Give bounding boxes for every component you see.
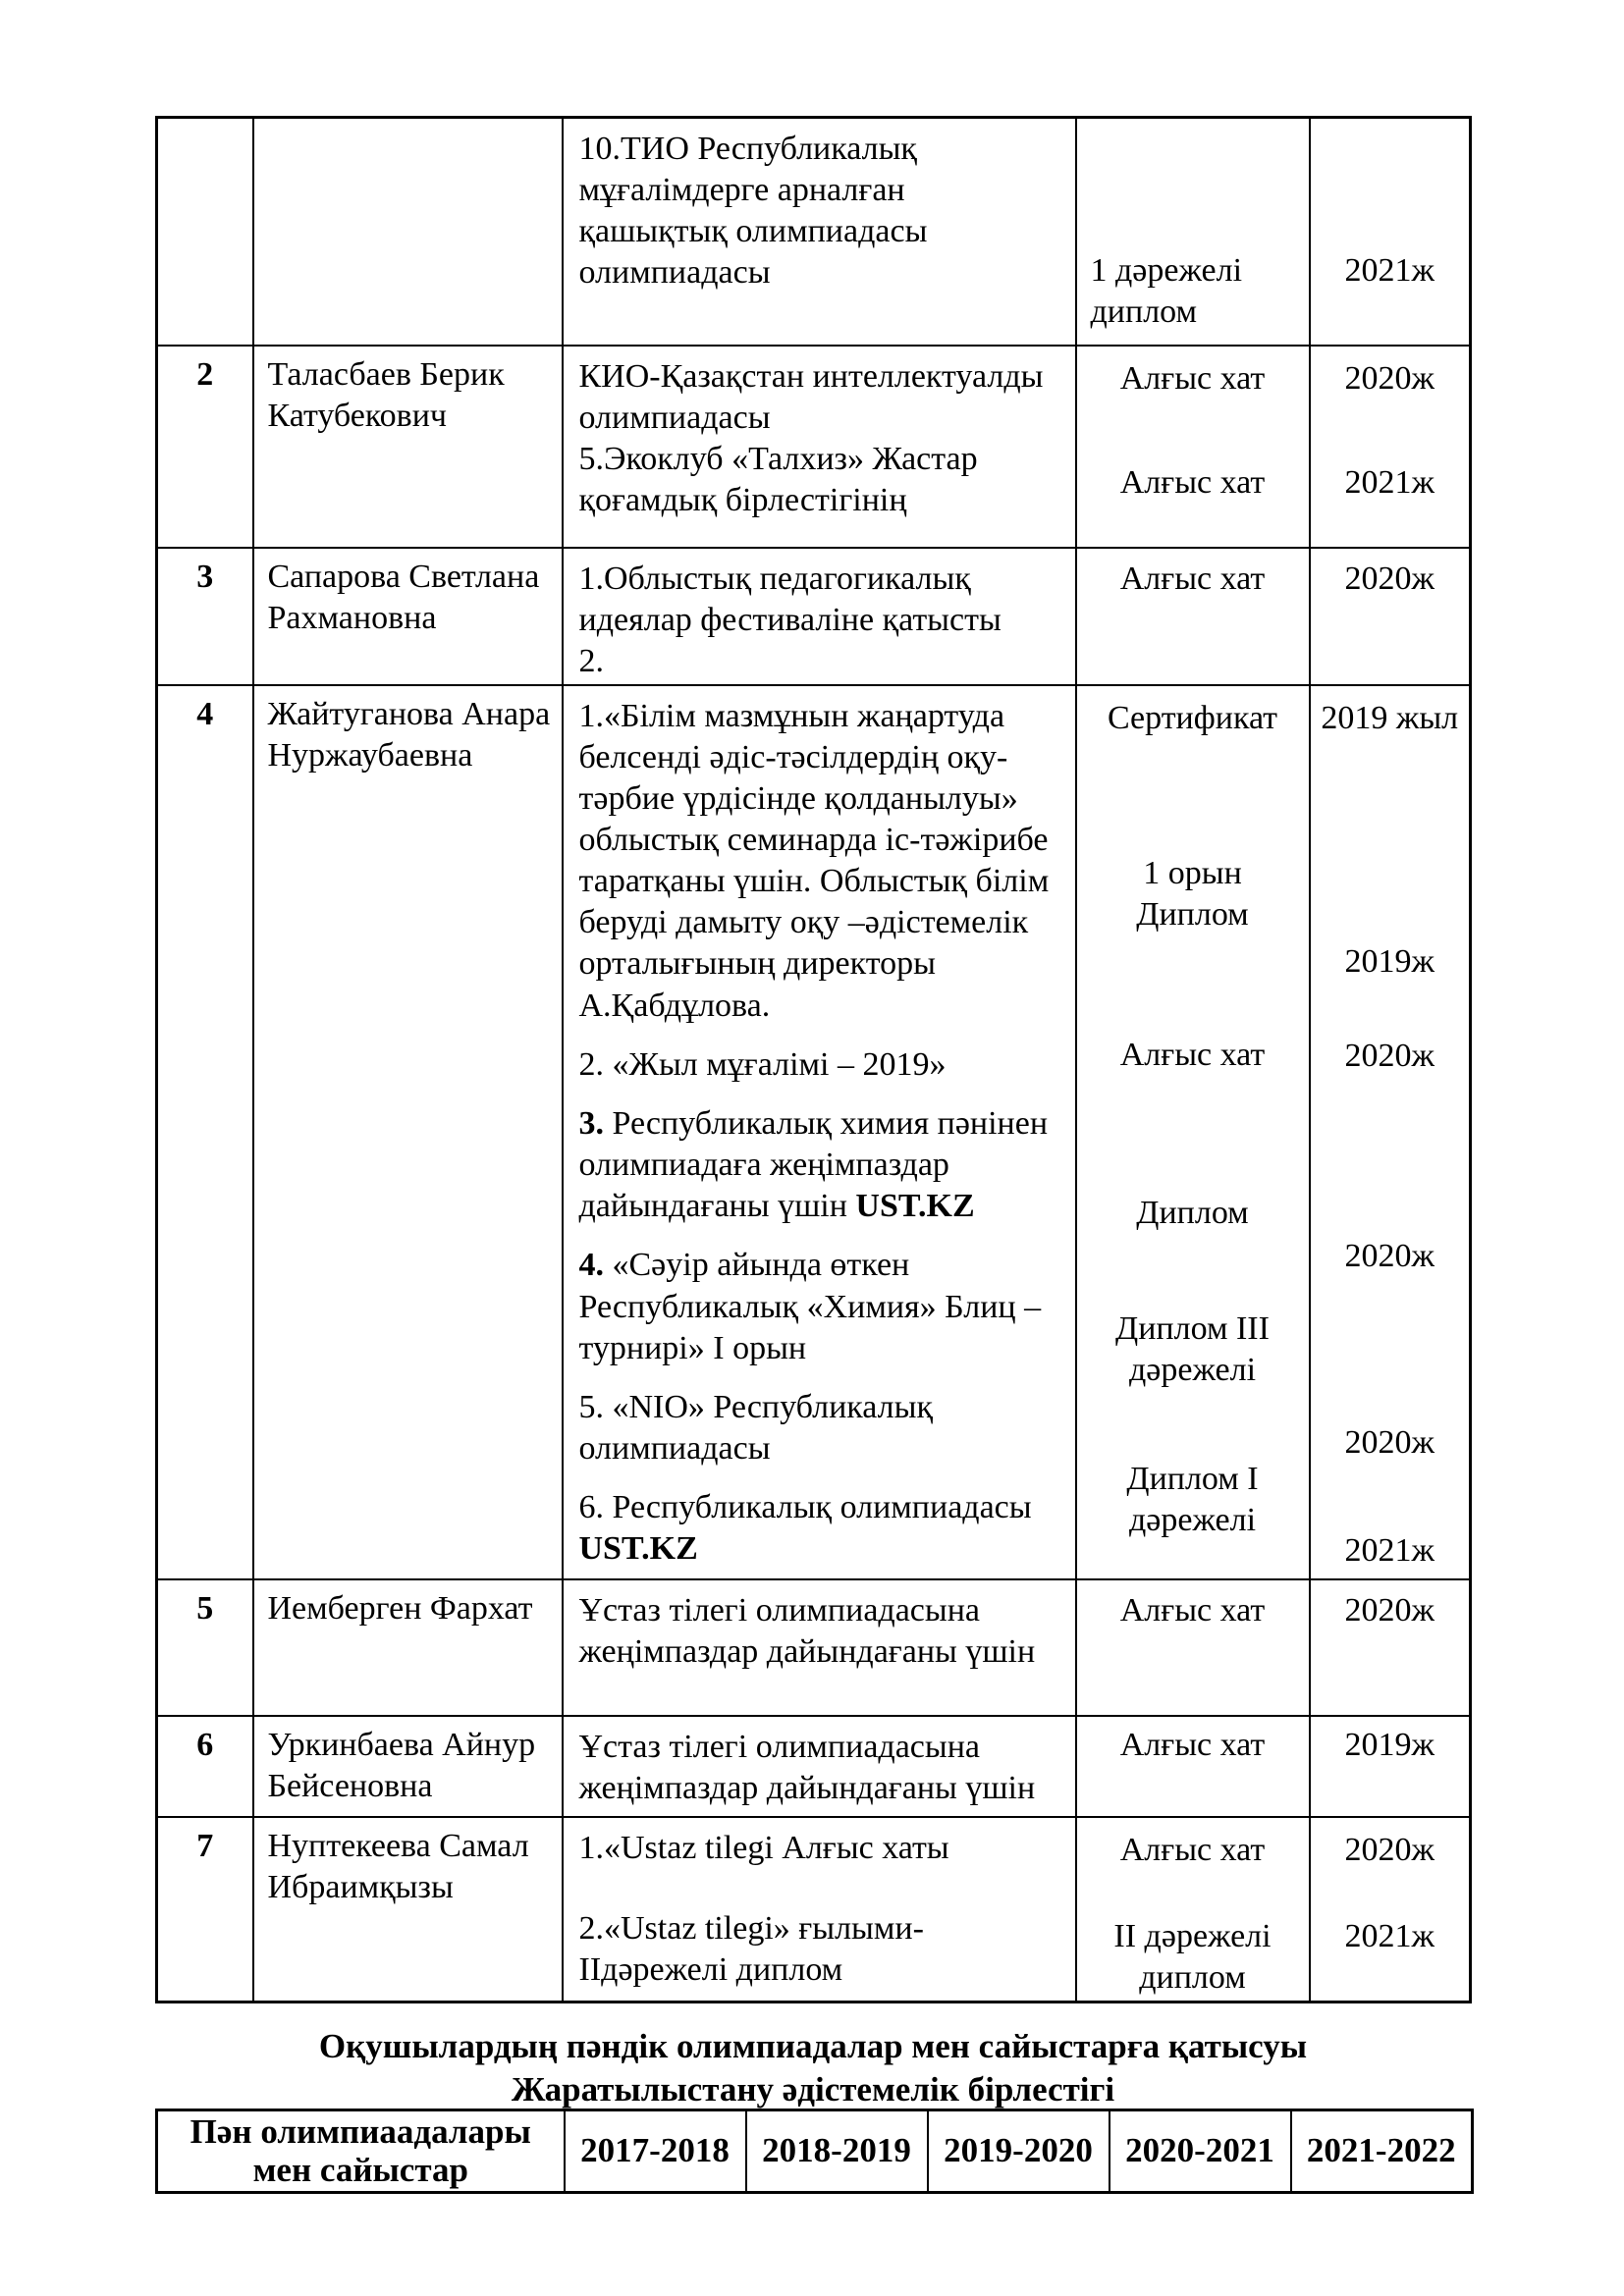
description-text: 1.«Білім мазмұнын жаңартуда белсенді әдіс-тәсілдердің оқу-тәрбие үрдісінде қолданылуы» облыстық семинарда іс-тәжірибе таратқаны үшін. Облыстық білім беруді дамыту оқу –әдістемелік орталығының директоры А.Қабдұлова. bbox=[578, 697, 1050, 1024]
description-item bbox=[579, 129, 1050, 294]
teacher-achievements-table bbox=[155, 116, 1472, 2003]
table-row bbox=[157, 1817, 1471, 2002]
description-text: 2. bbox=[578, 642, 604, 679]
award-entry: Алғыс хат bbox=[1119, 1726, 1266, 1763]
year-cell bbox=[1310, 1817, 1471, 2002]
year-cell bbox=[1310, 685, 1471, 1579]
achievement-description-cell bbox=[563, 346, 1076, 548]
award-entry: Алғыс хат bbox=[1119, 1831, 1266, 1868]
year-cell bbox=[1310, 548, 1471, 685]
table-row bbox=[157, 1716, 1471, 1817]
olympiad-school-years-table bbox=[155, 2109, 1474, 2194]
award-entry: Алғыс хат bbox=[1119, 359, 1266, 397]
row-number-cell: 3 bbox=[157, 548, 253, 685]
description-text: Ұстаз тілегі олимпиадасына жеңімпаздар дайындағаны үшін bbox=[578, 1591, 1036, 1670]
row-number-cell: 5 bbox=[157, 1579, 253, 1716]
bottom-header-schoolyear-cell: 2020-2021 bbox=[1110, 2110, 1291, 2193]
award-entry: Диплом III дәрежелі bbox=[1115, 1309, 1270, 1388]
teacher-name-cell: Уркинбаева Айнур Бейсеновна bbox=[253, 1716, 563, 1817]
teacher-name-cell: Иемберген Фархат bbox=[253, 1579, 563, 1716]
description-item bbox=[579, 1727, 1050, 1809]
year-entry: 2021ж bbox=[1344, 1531, 1435, 1569]
award-entry: Сертификат bbox=[1107, 699, 1278, 736]
award-entry: Алғыс хат bbox=[1119, 1591, 1266, 1629]
award-entry: II дәрежелі диплом bbox=[1113, 1917, 1272, 1996]
achievement-description-cell bbox=[563, 1817, 1076, 2002]
description-item bbox=[579, 1044, 1050, 1086]
description-text: «Сәуір айында өткен Республикалық «Химия» Блиц – турнирі» I орын bbox=[578, 1247, 1042, 1366]
description-item bbox=[579, 641, 1050, 682]
bottom-header-schoolyear-cell: 2018-2019 bbox=[746, 2110, 928, 2193]
award-cell bbox=[1076, 1716, 1310, 1817]
description-item bbox=[579, 1245, 1050, 1368]
year-entry: 2019 жыл bbox=[1321, 699, 1459, 736]
description-text: 2.«Ustaz tilegi» ғылыми-IIдәрежелі диплом bbox=[578, 1909, 924, 1988]
achievement-description-cell bbox=[563, 118, 1076, 346]
table-row bbox=[157, 1579, 1471, 1716]
achievement-description-cell bbox=[563, 1579, 1076, 1716]
teacher-name-cell: Жайтуганова Анара Нуржаубаевна bbox=[253, 685, 563, 1579]
achievement-description-cell bbox=[563, 1716, 1076, 1817]
award-cell bbox=[1076, 118, 1310, 346]
description-text: Республикалық химия пәнінен олимпиадаға жеңімпаздар дайындағаны үшін bbox=[578, 1104, 1049, 1225]
description-text: Ұстаз тілегі олимпиадасына жеңімпаздар дайындағаны үшін bbox=[578, 1728, 1036, 1806]
table-row bbox=[157, 548, 1471, 685]
description-item bbox=[579, 1387, 1050, 1469]
year-entry: 2020ж bbox=[1344, 560, 1435, 597]
table-row bbox=[157, 118, 1471, 346]
bottom-header-subject-cell: Пән олимпиаадалары мен сайыстар bbox=[157, 2110, 565, 2193]
description-item bbox=[579, 1103, 1050, 1227]
description-text: 2. «Жыл мұғалімі – 2019» bbox=[578, 1045, 947, 1083]
description-item bbox=[579, 356, 1050, 439]
table-row bbox=[157, 685, 1471, 1579]
description-bold-text: 4. bbox=[578, 1247, 604, 1284]
teacher-name-cell: Нуптекеева Самал Ибраимқызы bbox=[253, 1817, 563, 2002]
award-cell bbox=[1076, 1817, 1310, 2002]
description-item bbox=[579, 559, 1050, 641]
teacher-name-cell: Сапарова Светлана Рахмановна bbox=[253, 548, 563, 685]
teacher-name-cell: Таласбаев Берик Катубекович bbox=[253, 346, 563, 548]
year-entry: 2020ж bbox=[1344, 1237, 1435, 1274]
teacher-name-cell bbox=[253, 118, 563, 346]
year-entry: 2019ж bbox=[1344, 1726, 1435, 1763]
description-item bbox=[579, 696, 1050, 1027]
year-entry: 2019ж bbox=[1344, 942, 1435, 980]
description-item bbox=[579, 439, 1050, 521]
bottom-header-schoolyear-cell: 2021-2022 bbox=[1291, 2110, 1473, 2193]
section-heading-student-olympiads: Оқушылардың пәндік олимпиадалар мен сайыстарға қатысуы bbox=[318, 2027, 1308, 2065]
year-cell bbox=[1310, 1716, 1471, 1817]
description-text: 6. Республикалық олимпиадасы bbox=[578, 1489, 1032, 1526]
row-number-cell: 6 bbox=[157, 1716, 253, 1817]
description-text: 1.«Ustaz tilegi Алғыс хаты bbox=[578, 1829, 949, 1866]
row-number-cell: 4 bbox=[157, 685, 253, 1579]
description-bold-text: UST.KZ bbox=[855, 1188, 975, 1225]
award-entry: Диплом I дәрежелі bbox=[1126, 1460, 1259, 1538]
award-entry: Диплом bbox=[1136, 1194, 1249, 1231]
row-number-cell bbox=[157, 118, 253, 346]
description-item bbox=[579, 1828, 1050, 1869]
description-text: 1.Облыстық педагогикалық идеялар фестиваліне қатысты bbox=[578, 560, 1001, 638]
award-cell bbox=[1076, 346, 1310, 548]
description-text: КИО-Қазақстан интеллектуалды олимпиадасы bbox=[578, 357, 1044, 436]
award-cell bbox=[1076, 685, 1310, 1579]
year-entry: 2021ж bbox=[1344, 463, 1435, 501]
award-entry: 1 орын Диплом bbox=[1136, 854, 1249, 933]
award-cell bbox=[1076, 1579, 1310, 1716]
year-cell bbox=[1310, 118, 1471, 346]
award-entry: Алғыс хат bbox=[1119, 463, 1266, 501]
award-entry: Алғыс хат bbox=[1119, 1036, 1266, 1073]
description-item bbox=[579, 1487, 1050, 1570]
year-entry: 2020ж bbox=[1344, 1423, 1435, 1461]
description-bold-text: 3. bbox=[578, 1104, 604, 1142]
description-text: 10.ТИО Республикалық мұғалімдерге арналған қашықтық олимпиадасы олимпиадасы bbox=[578, 131, 928, 292]
award-entry: 1 дәрежелі диплом bbox=[1090, 252, 1243, 331]
bottom-header-schoolyear-cell: 2019-2020 bbox=[928, 2110, 1110, 2193]
year-entry: 2021ж bbox=[1344, 252, 1435, 289]
description-text: 5.Экоклуб «Талхиз» Жастар қоғамдық бірлестігінің bbox=[578, 440, 978, 518]
description-text: 5. «NIO» Республикалық олимпиадасы bbox=[578, 1388, 934, 1467]
bottom-table-header-row bbox=[157, 2110, 1473, 2193]
description-item bbox=[579, 1908, 1050, 1991]
year-entry: 2020ж bbox=[1344, 359, 1435, 397]
description-item bbox=[579, 1590, 1050, 1673]
achievement-description-cell bbox=[563, 548, 1076, 685]
year-cell bbox=[1310, 346, 1471, 548]
table-row bbox=[157, 346, 1471, 548]
year-entry: 2020ж bbox=[1344, 1037, 1435, 1074]
award-entry: Алғыс хат bbox=[1119, 560, 1266, 597]
year-entry: 2020ж bbox=[1344, 1591, 1435, 1629]
year-entry: 2020ж bbox=[1344, 1831, 1435, 1868]
description-bold-text: UST.KZ bbox=[578, 1530, 698, 1568]
row-number-cell: 2 bbox=[157, 346, 253, 548]
year-entry: 2021ж bbox=[1344, 1917, 1435, 1954]
section-subheading-natural-science-association: Жаратылыстану әдістемелік бірлестігі bbox=[511, 2070, 1115, 2109]
year-cell bbox=[1310, 1579, 1471, 1716]
row-number-cell: 7 bbox=[157, 1817, 253, 2002]
achievement-description-cell bbox=[563, 685, 1076, 1579]
award-cell bbox=[1076, 548, 1310, 685]
bottom-header-schoolyear-cell: 2017-2018 bbox=[565, 2110, 746, 2193]
